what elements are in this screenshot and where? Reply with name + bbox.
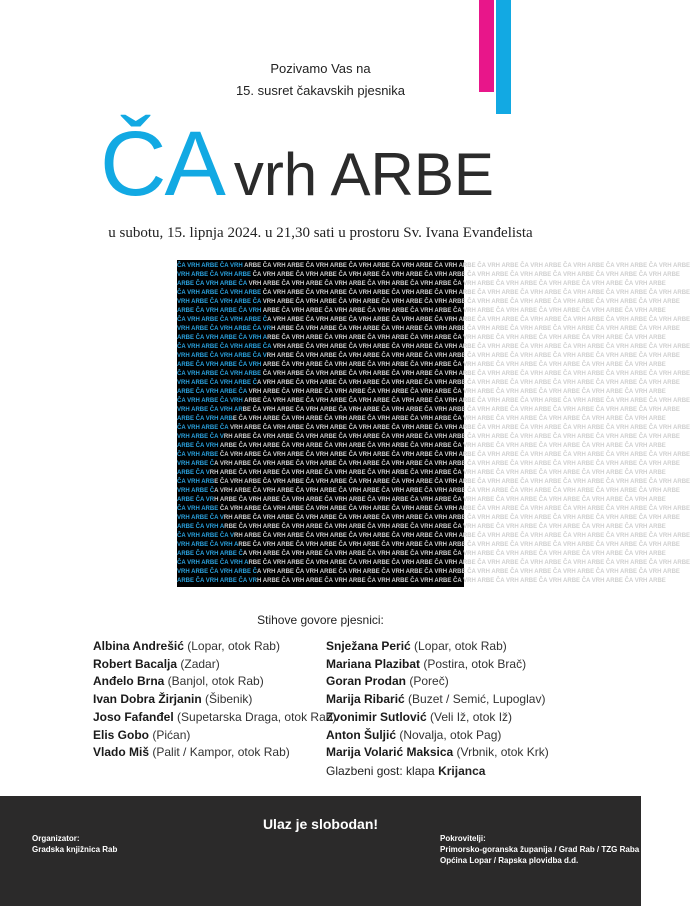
organizer-label: Organizator: <box>32 834 80 843</box>
artwork-text-row: VRH ARBE ČA VRH ARBE ČA VRH ARBE ČA VRH ARBE ČA VRH ARBE ČA VRH ARBE ČA VRH ARBE ČA VRH ARBE ČA VRH ARBE ČA VRH ARBE ČA VRH ARBE ČA VRH ARBE <box>177 353 680 359</box>
poet-item: Snježana Perić (Lopar, otok Rab) <box>326 639 507 653</box>
pink-accent-bar <box>479 0 494 92</box>
poet-item: Marija Volarić Maksica (Vrbnik, otok Krk) <box>326 745 549 760</box>
poet-item: Marija Ribarić (Buzet / Semić, Lupoglav) <box>326 692 546 707</box>
title-ca: ČA <box>100 113 224 215</box>
poet-item: Joso Fafanđel (Supetarska Draga, otok Rab) <box>93 709 337 724</box>
sponsors-block <box>440 833 639 866</box>
artwork-text-row: ARBE ČA VRH ARBE ČA VRH ARBE ČA VRH ARBE ČA VRH ARBE ČA VRH ARBE ČA VRH ARBE ČA VRH ARBE ČA VRH ARBE ČA VRH ARBE ČA VRH ARBE ČA VRH ARBE <box>177 551 666 557</box>
artwork-text-row: VRH ARBE ČA VRH ARBE ČA VRH ARBE ČA VRH ARBE ČA VRH ARBE ČA VRH ARBE ČA VRH ARBE ČA VRH ARBE ČA VRH ARBE ČA VRH ARBE ČA VRH ARBE ČA VRH ARBE <box>177 461 680 467</box>
artwork-text-row: VRH ARBE ČA VRH ARBE ČA VRH ARBE ČA VRH ARBE ČA VRH ARBE ČA VRH ARBE ČA VRH ARBE ČA VRH ARBE ČA VRH ARBE ČA VRH ARBE ČA VRH ARBE ČA VRH ARBE <box>177 569 680 575</box>
artwork-text-row: ČA VRH ARBE ČA VRH ARBE ČA VRH ARBE ČA VRH ARBE ČA VRH ARBE ČA VRH ARBE ČA VRH ARBE ČA VRH ARBE ČA VRH ARBE ČA VRH ARBE ČA VRH ARBE ČA VRH ARBE <box>177 344 690 350</box>
artwork-text-row: ČA VRH ARBE ČA VRH ARBE ČA VRH ARBE ČA VRH ARBE ČA VRH ARBE ČA VRH ARBE ČA VRH ARBE ČA VRH ARBE ČA VRH ARBE ČA VRH ARBE ČA VRH ARBE ČA VRH ARBE <box>177 425 690 431</box>
artwork-text-row: ČA VRH ARBE ČA VRH ARBE ČA VRH ARBE ČA VRH ARBE ČA VRH ARBE ČA VRH ARBE ČA VRH ARBE ČA VRH ARBE ČA VRH ARBE ČA VRH ARBE ČA VRH ARBE ČA VRH ARBE <box>177 533 690 539</box>
event-datetime: u subotu, 15. lipnja 2024. u 21,30 sati u prostoru Sv. Ivana Evanđelista <box>108 225 533 241</box>
poet-item: Goran Prodan (Poreč) <box>326 674 449 689</box>
poet-item: Elis Gobo (Pićan) <box>93 727 191 742</box>
artwork-text-row: ČA VRH ARBE ČA VRH ARBE ČA VRH ARBE ČA VRH ARBE ČA VRH ARBE ČA VRH ARBE ČA VRH ARBE ČA VRH ARBE ČA VRH ARBE ČA VRH ARBE ČA VRH ARBE ČA VRH ARBE <box>177 290 690 296</box>
artwork-text-row: VRH ARBE ČA VRH ARBE ČA VRH ARBE ČA VRH ARBE ČA VRH ARBE ČA VRH ARBE ČA VRH ARBE ČA VRH ARBE ČA VRH ARBE ČA VRH ARBE ČA VRH ARBE ČA VRH ARBE <box>177 542 680 548</box>
poet-item: Robert Bacalja (Zadar) <box>93 656 220 671</box>
artwork-text-row: ARBE ČA VRH ARBE ČA VRH ARBE ČA VRH ARBE ČA VRH ARBE ČA VRH ARBE ČA VRH ARBE ČA VRH ARBE ČA VRH ARBE ČA VRH ARBE ČA VRH ARBE ČA VRH ARBE <box>177 362 666 368</box>
free-entry-notice: Ulaz je slobodan! <box>262 816 379 832</box>
artwork-text-row: ČA VRH ARBE ČA VRH ARBE ČA VRH ARBE ČA VRH ARBE ČA VRH ARBE ČA VRH ARBE ČA VRH ARBE ČA VRH ARBE ČA VRH ARBE ČA VRH ARBE ČA VRH ARBE ČA VRH ARBE <box>177 506 690 512</box>
artwork-text-row: VRH ARBE ČA VRH ARBE ČA VRH ARBE ČA VRH ARBE ČA VRH ARBE ČA VRH ARBE ČA VRH ARBE ČA VRH ARBE ČA VRH ARBE ČA VRH ARBE ČA VRH ARBE ČA VRH ARBE <box>177 326 680 332</box>
organizer-name: Gradska knjižnica Rab <box>32 845 118 854</box>
organizer-block <box>32 833 117 855</box>
artwork-text-row: ARBE ČA VRH ARBE ČA VRH ARBE ČA VRH ARBE ČA VRH ARBE ČA VRH ARBE ČA VRH ARBE ČA VRH ARBE ČA VRH ARBE ČA VRH ARBE ČA VRH ARBE ČA VRH ARBE <box>177 416 666 422</box>
poet-item: Mariana Plazibat (Postira, otok Brač) <box>326 656 527 671</box>
artwork-text-row: ČA VRH ARBE ČA VRH ARBE ČA VRH ARBE ČA VRH ARBE ČA VRH ARBE ČA VRH ARBE ČA VRH ARBE ČA VRH ARBE ČA VRH ARBE ČA VRH ARBE ČA VRH ARBE ČA VRH ARBE <box>177 452 690 458</box>
artwork-text-row: VRH ARBE ČA VRH ARBE ČA VRH ARBE ČA VRH ARBE ČA VRH ARBE ČA VRH ARBE ČA VRH ARBE ČA VRH ARBE ČA VRH ARBE ČA VRH ARBE ČA VRH ARBE ČA VRH ARBE <box>177 488 680 494</box>
artwork-text-row: VRH ARBE ČA VRH ARBE ČA VRH ARBE ČA VRH ARBE ČA VRH ARBE ČA VRH ARBE ČA VRH ARBE ČA VRH ARBE ČA VRH ARBE ČA VRH ARBE ČA VRH ARBE ČA VRH ARBE <box>177 380 680 386</box>
artwork-text-row: VRH ARBE ČA VRH ARBE ČA VRH ARBE ČA VRH ARBE ČA VRH ARBE ČA VRH ARBE ČA VRH ARBE ČA VRH ARBE ČA VRH ARBE ČA VRH ARBE ČA VRH ARBE ČA VRH ARBE <box>177 434 680 440</box>
poet-item: Zvonimir Sutlović (Veli Iž, otok Iž) <box>326 709 513 724</box>
invitation-line-2: 15. susret čakavskih pjesnika <box>235 83 406 98</box>
sponsors-line-2: Općina Lopar / Rapska plovidba d.d. <box>440 856 579 865</box>
artwork-text-row: ARBE ČA VRH ARBE ČA VRH ARBE ČA VRH ARBE ČA VRH ARBE ČA VRH ARBE ČA VRH ARBE ČA VRH ARBE ČA VRH ARBE ČA VRH ARBE ČA VRH ARBE ČA VRH ARBE <box>177 335 666 341</box>
artwork-typographic-portrait <box>177 260 690 587</box>
artwork-text-row: ČA VRH ARBE ČA VRH ARBE ČA VRH ARBE ČA VRH ARBE ČA VRH ARBE ČA VRH ARBE ČA VRH ARBE ČA VRH ARBE ČA VRH ARBE ČA VRH ARBE ČA VRH ARBE ČA VRH ARBE <box>177 371 690 377</box>
poets-right-column <box>326 638 549 762</box>
event-title <box>100 113 494 215</box>
artwork-text-row: ČA VRH ARBE ČA VRH ARBE ČA VRH ARBE ČA VRH ARBE ČA VRH ARBE ČA VRH ARBE ČA VRH ARBE ČA VRH ARBE ČA VRH ARBE ČA VRH ARBE ČA VRH ARBE ČA VRH ARBE <box>177 317 690 323</box>
artwork-text-row: VRH ARBE ČA VRH ARBE ČA VRH ARBE ČA VRH ARBE ČA VRH ARBE ČA VRH ARBE ČA VRH ARBE ČA VRH ARBE ČA VRH ARBE ČA VRH ARBE ČA VRH ARBE ČA VRH ARBE <box>177 272 680 278</box>
artwork-text-row: ČA VRH ARBE ČA VRH ARBE ČA VRH ARBE ČA VRH ARBE ČA VRH ARBE ČA VRH ARBE ČA VRH ARBE ČA VRH ARBE ČA VRH ARBE ČA VRH ARBE ČA VRH ARBE ČA VRH ARBE <box>177 560 690 566</box>
artwork-text-row: ARBE ČA VRH ARBE ČA VRH ARBE ČA VRH ARBE ČA VRH ARBE ČA VRH ARBE ČA VRH ARBE ČA VRH ARBE ČA VRH ARBE ČA VRH ARBE ČA VRH ARBE ČA VRH ARBE <box>177 308 666 314</box>
poet-item: Ivan Dobra Žirjanin (Šibenik) <box>93 692 253 707</box>
artwork-text-row: VRH ARBE ČA VRH ARBE ČA VRH ARBE ČA VRH ARBE ČA VRH ARBE ČA VRH ARBE ČA VRH ARBE ČA VRH ARBE ČA VRH ARBE ČA VRH ARBE ČA VRH ARBE ČA VRH ARBE <box>177 407 680 413</box>
reciters-heading: Stihove govore pjesnici: <box>257 613 384 627</box>
poet-item: Anđelo Brna (Banjol, otok Rab) <box>93 674 264 689</box>
sponsors-line-1: Primorsko-goranska županija / Grad Rab / TZG Raba <box>440 845 640 854</box>
artwork-text-row: ČA VRH ARBE ČA VRH ARBE ČA VRH ARBE ČA VRH ARBE ČA VRH ARBE ČA VRH ARBE ČA VRH ARBE ČA VRH ARBE ČA VRH ARBE ČA VRH ARBE ČA VRH ARBE ČA VRH ARBE <box>177 479 690 485</box>
artwork-text-row: ARBE ČA VRH ARBE ČA VRH ARBE ČA VRH ARBE ČA VRH ARBE ČA VRH ARBE ČA VRH ARBE ČA VRH ARBE ČA VRH ARBE ČA VRH ARBE ČA VRH ARBE ČA VRH ARBE <box>177 524 666 530</box>
footer <box>0 796 641 906</box>
invitation-line-1: Pozivamo Vas na <box>270 61 371 76</box>
artwork-text-row: VRH ARBE ČA VRH ARBE ČA VRH ARBE ČA VRH ARBE ČA VRH ARBE ČA VRH ARBE ČA VRH ARBE ČA VRH ARBE ČA VRH ARBE ČA VRH ARBE ČA VRH ARBE ČA VRH ARBE <box>177 299 680 305</box>
artwork-text-row: ARBE ČA VRH ARBE ČA VRH ARBE ČA VRH ARBE ČA VRH ARBE ČA VRH ARBE ČA VRH ARBE ČA VRH ARBE ČA VRH ARBE ČA VRH ARBE ČA VRH ARBE ČA VRH ARBE <box>177 497 666 503</box>
sponsors-label: Pokrovitelji: <box>440 834 486 843</box>
poet-item: Albina Andrešić (Lopar, otok Rab) <box>93 639 280 653</box>
title-rest: vrh ARBE <box>233 141 494 208</box>
artwork-text-row: ČA VRH ARBE ČA VRH ARBE ČA VRH ARBE ČA VRH ARBE ČA VRH ARBE ČA VRH ARBE ČA VRH ARBE ČA VRH ARBE ČA VRH ARBE ČA VRH ARBE ČA VRH ARBE ČA VRH ARBE <box>177 398 690 404</box>
music-guest: Glazbeni gost: klapa Krijanca <box>326 764 486 778</box>
poets-left-column <box>93 638 336 762</box>
artwork-text-row: ČA VRH ARBE ČA VRH ARBE ČA VRH ARBE ČA VRH ARBE ČA VRH ARBE ČA VRH ARBE ČA VRH ARBE ČA VRH ARBE ČA VRH ARBE ČA VRH ARBE ČA VRH ARBE ČA VRH ARBE <box>177 263 690 269</box>
artwork-text-row: ARBE ČA VRH ARBE ČA VRH ARBE ČA VRH ARBE ČA VRH ARBE ČA VRH ARBE ČA VRH ARBE ČA VRH ARBE ČA VRH ARBE ČA VRH ARBE ČA VRH ARBE ČA VRH ARBE <box>177 281 666 287</box>
poet-item: Vlado Miš (Palit / Kampor, otok Rab) <box>93 745 290 760</box>
artwork-text-row: VRH ARBE ČA VRH ARBE ČA VRH ARBE ČA VRH ARBE ČA VRH ARBE ČA VRH ARBE ČA VRH ARBE ČA VRH ARBE ČA VRH ARBE ČA VRH ARBE ČA VRH ARBE ČA VRH ARBE <box>177 515 680 521</box>
artwork-text-rows <box>177 262 690 586</box>
poet-item: Anton Šuljić (Novalja, otok Pag) <box>326 727 502 742</box>
artwork-text-row: ARBE ČA VRH ARBE ČA VRH ARBE ČA VRH ARBE ČA VRH ARBE ČA VRH ARBE ČA VRH ARBE ČA VRH ARBE ČA VRH ARBE ČA VRH ARBE ČA VRH ARBE ČA VRH ARBE <box>177 578 666 584</box>
artwork-text-row: ARBE ČA VRH ARBE ČA VRH ARBE ČA VRH ARBE ČA VRH ARBE ČA VRH ARBE ČA VRH ARBE ČA VRH ARBE ČA VRH ARBE ČA VRH ARBE ČA VRH ARBE ČA VRH ARBE <box>177 470 666 476</box>
artwork-text-row: ARBE ČA VRH ARBE ČA VRH ARBE ČA VRH ARBE ČA VRH ARBE ČA VRH ARBE ČA VRH ARBE ČA VRH ARBE ČA VRH ARBE ČA VRH ARBE ČA VRH ARBE ČA VRH ARBE <box>177 443 666 449</box>
artwork-text-row: ARBE ČA VRH ARBE ČA VRH ARBE ČA VRH ARBE ČA VRH ARBE ČA VRH ARBE ČA VRH ARBE ČA VRH ARBE ČA VRH ARBE ČA VRH ARBE ČA VRH ARBE ČA VRH ARBE <box>177 389 666 395</box>
